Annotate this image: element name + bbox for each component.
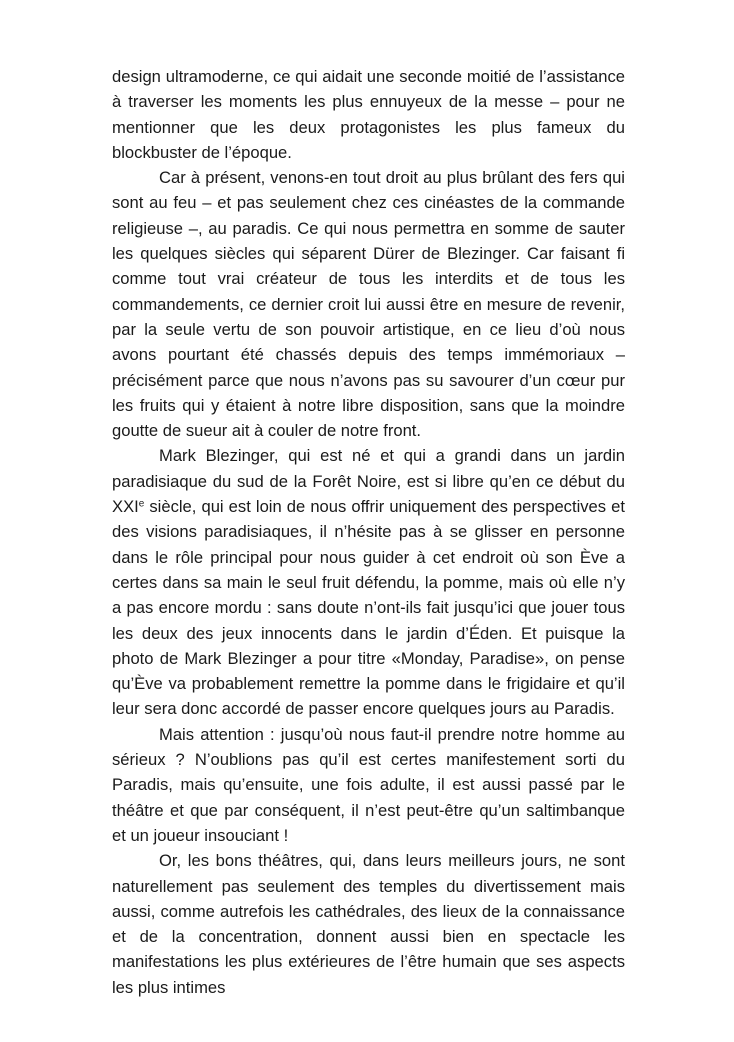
paragraph-2: Car à présent, venons-en tout droit au plus brûlant des fers qui sont au feu – et pas seulement chez ces cinéastes de la commande religieuse –, au paradis. Ce qui nous permettra en somme de sauter les quelques siècles qui séparent Dürer de Blezinger. Car faisant fi comme tout vrai créateur de tous les interdits et de tous les commandements, ce dernier croit lui aussi être en mesure de revenir, par la seule vertu de son pouvoir artistique, en ce lieu d’où nous avons pourtant été chassés depuis des temps immémoriaux – précisément parce que nous n’avons pas su savourer d’un cœur pur les fruits qui y étaient à notre libre disposition, sans que la moindre goutte de sueur ait à couler de notre front. xyxy=(112,168,625,441)
paragraph-3 xyxy=(112,443,625,721)
paragraph-1: design ultramoderne, ce qui aidait une seconde moitié de l’assistance à traverser les moments les plus ennuyeux de la messe – pour ne mentionner que les deux protagonistes les plus fameux du blockbuster de l’époque. xyxy=(112,67,625,162)
paragraph-5: Or, les bons théâtres, qui, dans leurs meilleurs jours, ne sont naturellement pas seulement des temples du divertissement mais aussi, comme autrefois les cathédrales, des lieux de la connaissance et de la concentration, donnent aussi bien en spectacle les manifestations les plus extérieures de l’être humain que ses aspects les plus intimes xyxy=(112,851,625,997)
paragraph-4: Mais attention : jusqu’où nous faut-il prendre notre homme au sérieux ? N’oublions pas qu’il est certes manifestement sorti du Paradis, mais qu’ensuite, une fois adulte, il est aussi passé par le théâtre et que par conséquent, il n’est peut-être qu’un saltimbanque et un joueur insouciant ! xyxy=(112,724,625,845)
paragraph-3-text-after: siècle, qui est loin de nous offrir uniquement des perspectives et des visions paradisiaques, il n’hésite pas à se glisser en personne dans le rôle principal pour nous guider à cet endroit où son Ève a certes dans sa main le seul fruit défendu, la pomme, mais où elle n’y a pas encore mordu : sans doute n’ont-ils fait jusqu’ici que jouer tous les deux des jeux innocents dans le jardin d’Éden. Et puisque la photo de Mark Blezinger a pour titre «Monday, Paradise», on pense qu’Ève va probablement remettre la pomme dans le frigidaire et qu’il leur sera donc accordé de passer encore quelques jours au Paradis. xyxy=(112,497,625,719)
century-superscript: e xyxy=(138,498,145,510)
body-text xyxy=(112,64,625,1000)
paragraph-3-text-before: Mark Blezinger, qui est né et qui a grandi dans un jardin paradisiaque du sud de la Forêt Noire, est si libre qu’en ce début du XXI xyxy=(112,446,625,517)
